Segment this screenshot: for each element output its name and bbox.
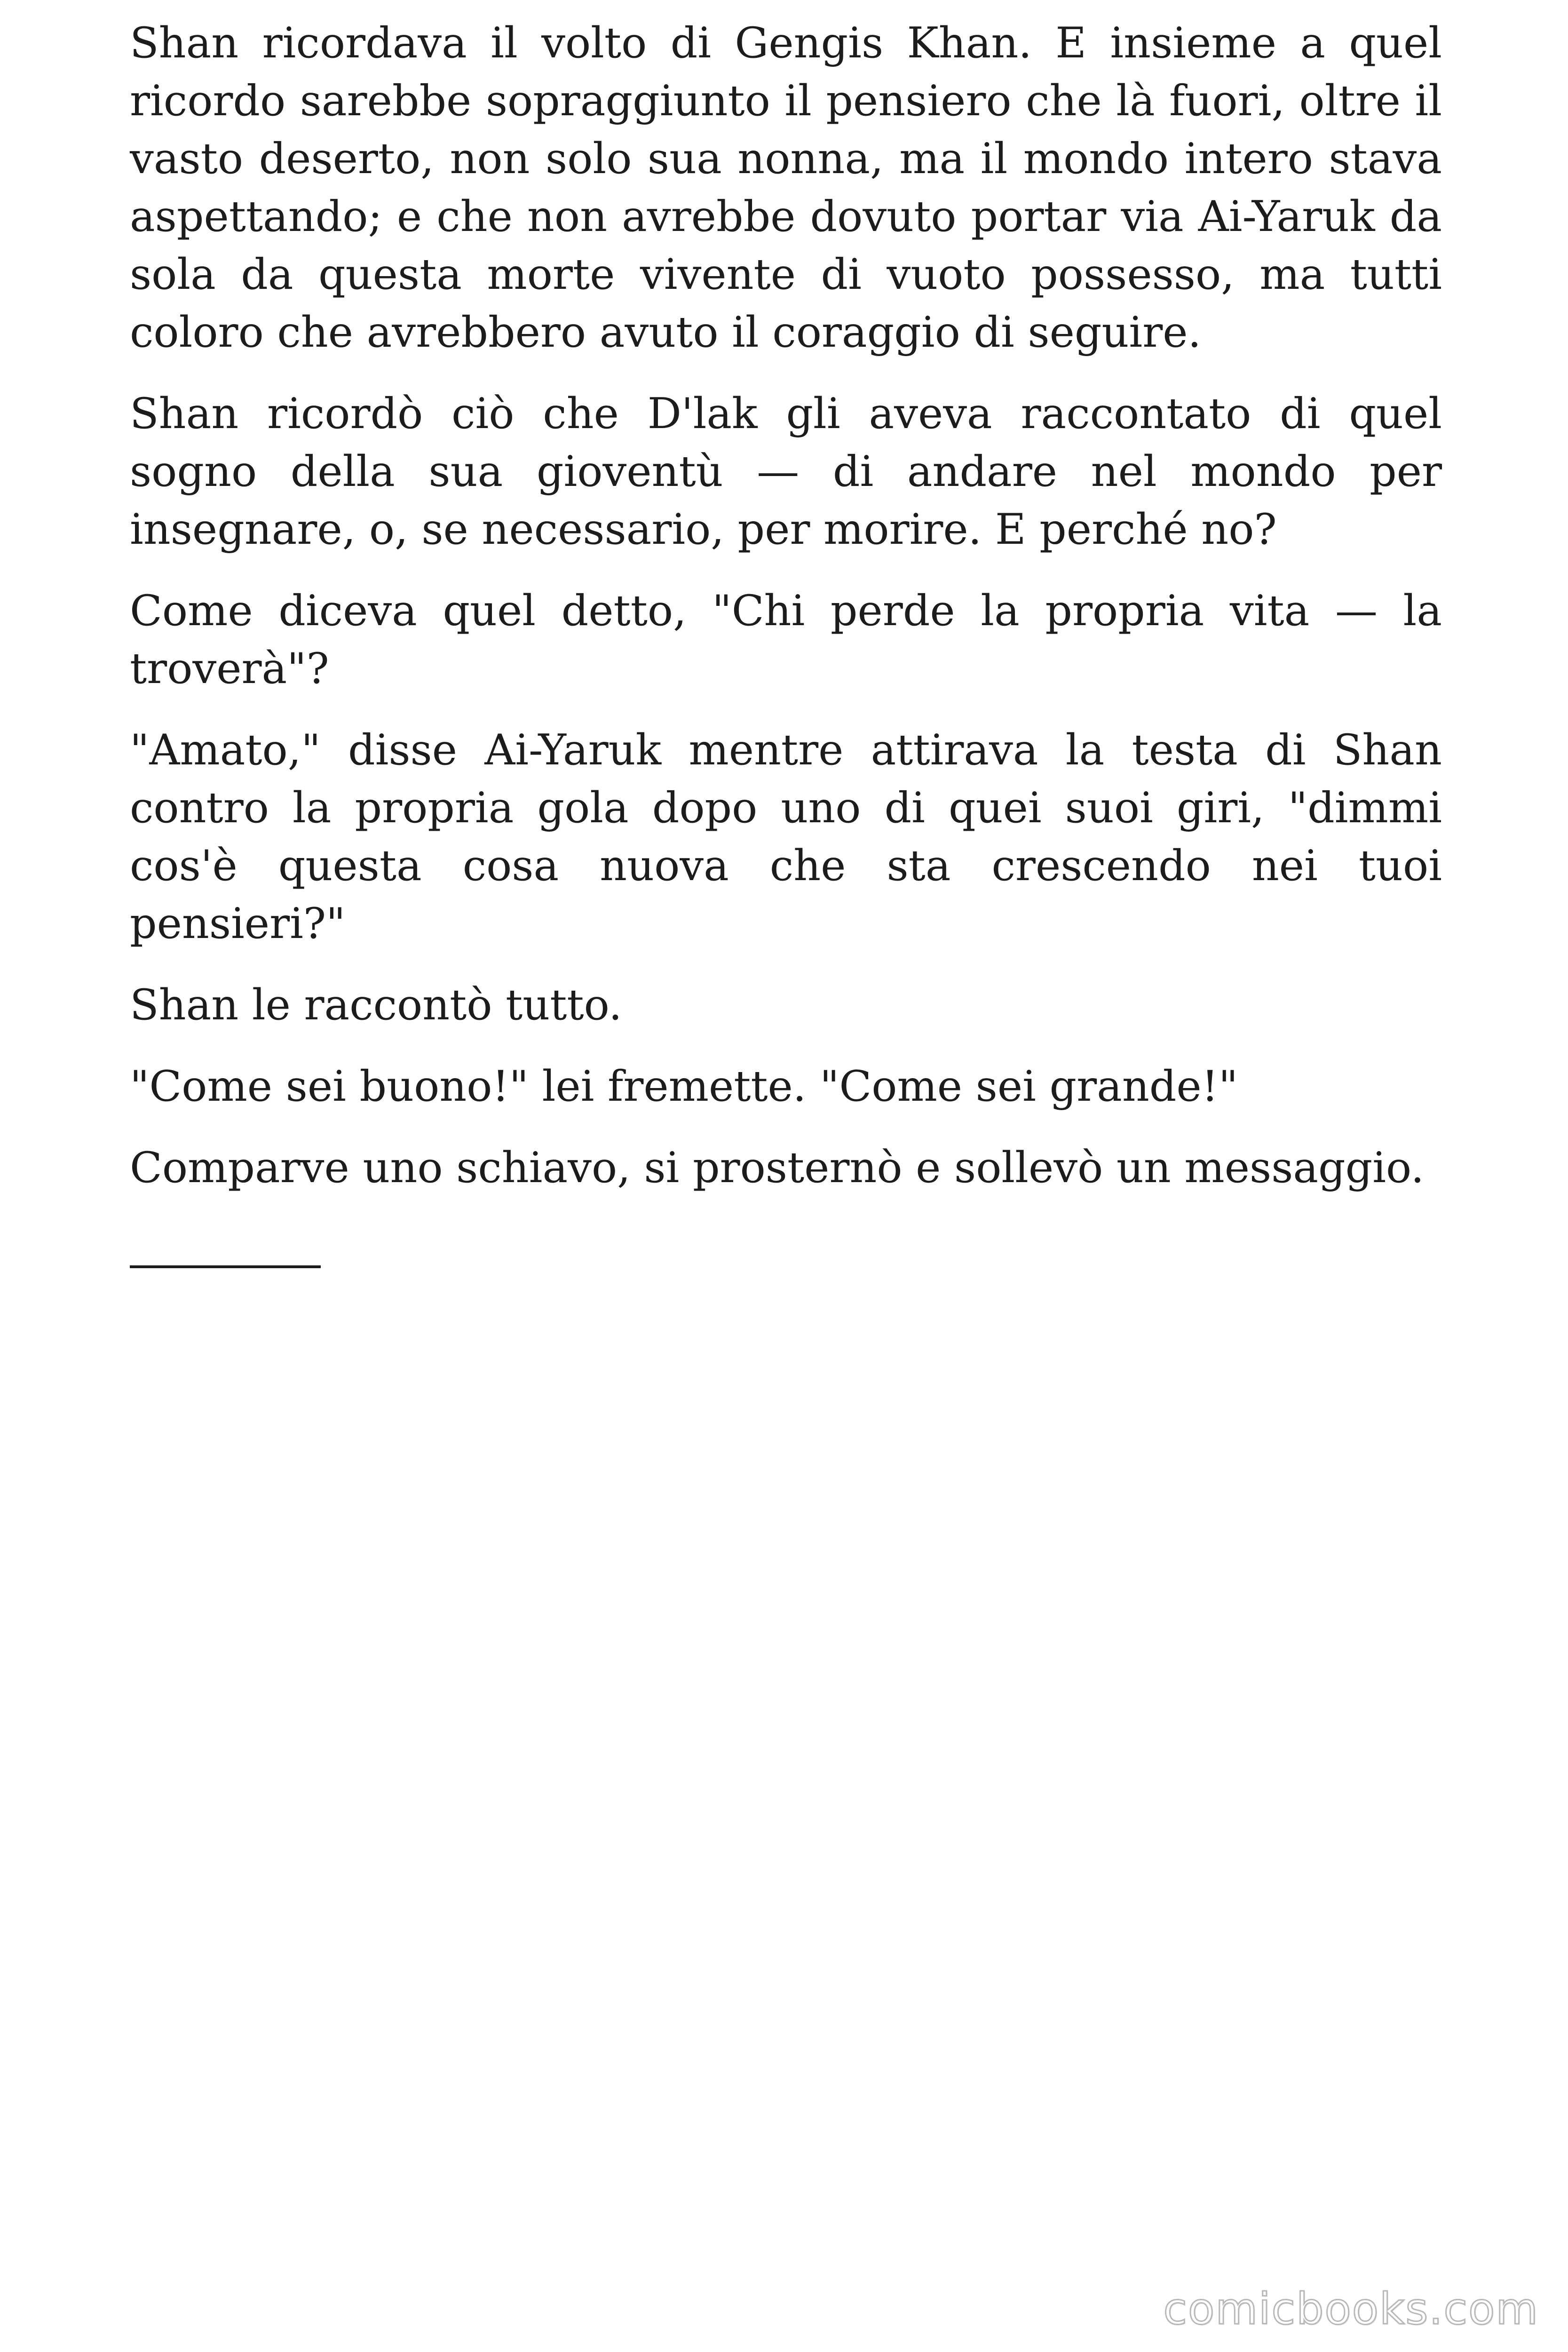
- paragraph-5: Shan le raccontò tutto.: [130, 980, 622, 1030]
- paragraph-2: Shan ricordò ciò che D'lak gli aveva raccontato di quel sogno della sua gioventù — di andare nel mondo per insegnare, o, se necessario, per morire. E perché no?: [130, 389, 1442, 554]
- paragraph-6: "Come sei buono!" lei fremette. "Come sei grande!": [130, 1062, 1238, 1111]
- paragraph-1: Shan ricordava il volto di Gengis Khan. E insieme a quel ricordo sarebbe sopraggiunto il pensiero che là fuori, oltre il vasto deserto, non solo sua nonna, ma il mondo intero stava aspettando; e che non avrebbe dovuto portar via Ai-Yaruk da sola da questa morte vivente di vuoto possesso, ma tutti coloro che avrebbero avuto il coraggio di seguire.: [130, 18, 1442, 357]
- paragraph-3: Come diceva quel detto, "Chi perde la propria vita — la troverà"?: [130, 586, 1442, 693]
- page-body: [130, 14, 1442, 1220]
- section-divider: [130, 1265, 321, 1268]
- paragraph-7: Comparve uno schiavo, si prosternò e sollevò un messaggio.: [130, 1143, 1425, 1192]
- paragraph-4: "Amato," disse Ai-Yaruk mentre attirava la testa di Shan contro la propria gola dopo uno di quei suoi giri, "dimmi cos'è questa cosa nuova che sta crescendo nei tuoi pensieri?": [130, 725, 1442, 948]
- watermark: comicbooks.com: [1163, 2284, 1539, 2334]
